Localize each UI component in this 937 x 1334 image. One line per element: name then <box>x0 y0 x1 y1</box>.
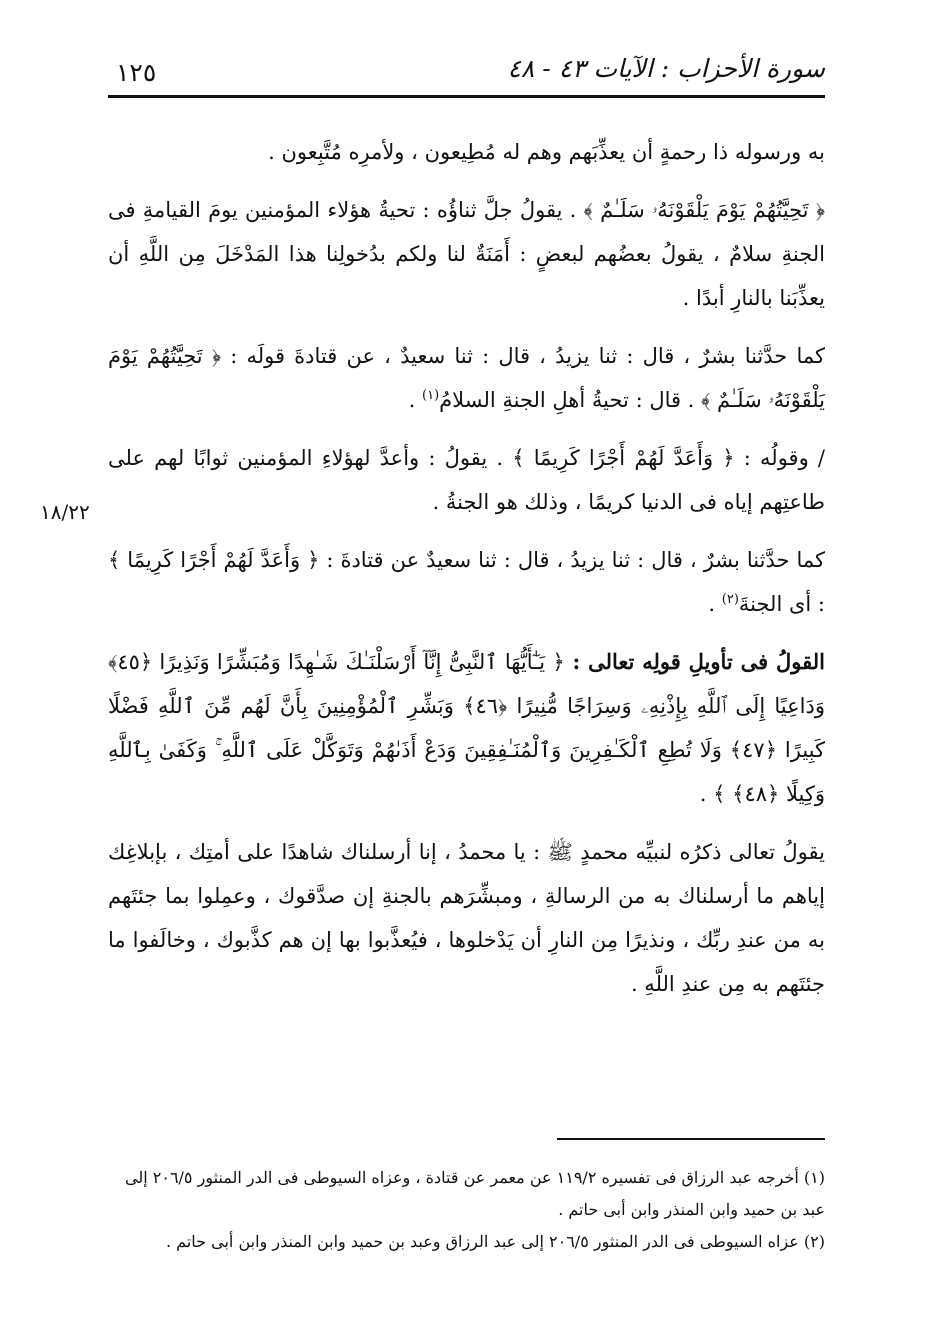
section-heading: القولُ فى تأويلِ قولِه تعالى : <box>564 649 825 674</box>
footnotes <box>108 1162 825 1258</box>
body-text <box>108 130 825 1020</box>
paragraph-4: / وقولُه : ﴿ وَأَعَدَّ لَهُمْ أَجْرًا كَرِيمًا ﴾ . يقولُ : وأعدَّ لهؤلاءِ المؤمنين ثوابًا لهم على طاعتِهم إياه فى الدنيا كريمًا ، وذلك هو الجنةُ . <box>108 446 825 514</box>
paragraph-6: القولُ فى تأويلِ قولِه تعالى : ﴿ يَـٰٓأَيُّهَا ٱلنَّبِىُّ إِنَّآ أَرْسَلْنَـٰكَ شَـٰهِدًا وَمُبَشِّرًا وَنَذِيرًا ﴿٤٥﴾ وَدَاعِيًا إِلَى ٱللَّهِ بِإِذْنِهِۦ وَسِرَاجًا مُّنِيرًا ﴿٤٦﴾ وَبَشِّرِ ٱلْمُؤْمِنِينَ بِأَنَّ لَهُم مِّنَ ٱللَّهِ فَضْلًا كَبِيرًا ﴿٤٧﴾ وَلَا تُطِعِ ٱلْكَـٰفِرِينَ وَٱلْمُنَـٰفِقِينَ وَدَعْ أَذَىٰهُمْ وَتَوَكَّلْ عَلَى ٱللَّهِ ۚ وَكَفَىٰ بِٱللَّهِ وَكِيلًا ﴿٤٨﴾ ﴾ . <box>108 649 825 806</box>
paragraph-3: كما حدَّثنا بشرٌ ، قال : ثنا يزيدُ ، قال : ثنا سعيدٌ ، عن قتادةَ قولَه : ﴿ تَحِيَّتُهُمْ يَوْمَ يَلْقَوْنَهُۥ سَلَـٰمٌ ﴾ . قال : تحيةُ أهلِ الجنةِ السلامُ$^{(١)}$ . <box>108 344 825 412</box>
paragraph-5: كما حدَّثنا بشرٌ ، قال : ثنا يزيدُ ، قال : ثنا سعيدٌ عن قتادةَ : ﴿ وَأَعَدَّ لَهُمْ أَجْرًا كَرِيمًا ﴾ : أى الجنةَ$^{(٢)}$ . <box>108 548 825 616</box>
paragraph-1: به ورسوله ذا رحمةٍ أن يعذِّبَهم وهم له مُطِيعون ، ولأمرِه مُتَّبِعون . <box>268 140 825 164</box>
side-reference: ١٨/٢٢ <box>40 500 90 524</box>
paragraph-7: يقولُ تعالى ذكرُه لنبيِّه محمدٍ ﷺ : يا محمدُ ، إنا أرسلناك شاهدًا على أمتِك ، بإبلاغِك إياهم ما أرسلناك به من الرسالةِ ، ومبشِّرَهم بالجنةِ إن صدَّقوك ، وعمِلوا بما جئتَهم به من عندِ ربِّك ، ونذيرًا مِن النارِ أن يَدْخلوها ، فيُعذَّبوا بها إن هم كذَّبوك ، وخالَفوا ما جئتَهم به مِن عندِ اللَّهِ . <box>108 840 825 996</box>
footnote-rule <box>557 1138 825 1140</box>
page-header <box>108 50 825 94</box>
footnote-marker: (٢) <box>721 592 739 607</box>
page-number: ١٢٥ <box>116 58 157 87</box>
running-title: سورة الأحزاب : الآيات ٤٣ - ٤٨ <box>507 54 825 83</box>
footnote-1: (١) أخرجه عبد الرزاق فى تفسيره ١١٩/٢ عن معمر عن قتادة ، وعزاه السيوطى فى الدر المنثور ٢٠٦/٥ إلى عبد بن حميد وابن المنذر وابن أبى حاتم . <box>125 1168 825 1219</box>
paragraph-2: ﴿ تَحِيَّتُهُمْ يَوْمَ يَلْقَوْنَهُۥ سَلَـٰمٌ ﴾ . يقولُ جلَّ ثناؤُه : تحيةُ هؤلاء المؤمنين يومَ القيامةِ فى الجنةِ سلامٌ ، يقولُ بعضُهم لبعضٍ : أَمَنَةٌ لنا ولكم بدُخولِنا هذا المَدْخَلَ مِن اللَّهِ أن يعذِّبَنا بالنارِ أبدًا . <box>108 198 825 310</box>
footnote-marker: (١) <box>422 388 440 403</box>
header-rule <box>108 95 825 98</box>
footnote-2: (٢) عزاه السيوطى فى الدر المنثور ٢٠٦/٥ إلى عبد الرزاق وعبد بن حميد وابن المنذر وابن أبى حاتم . <box>166 1232 825 1251</box>
